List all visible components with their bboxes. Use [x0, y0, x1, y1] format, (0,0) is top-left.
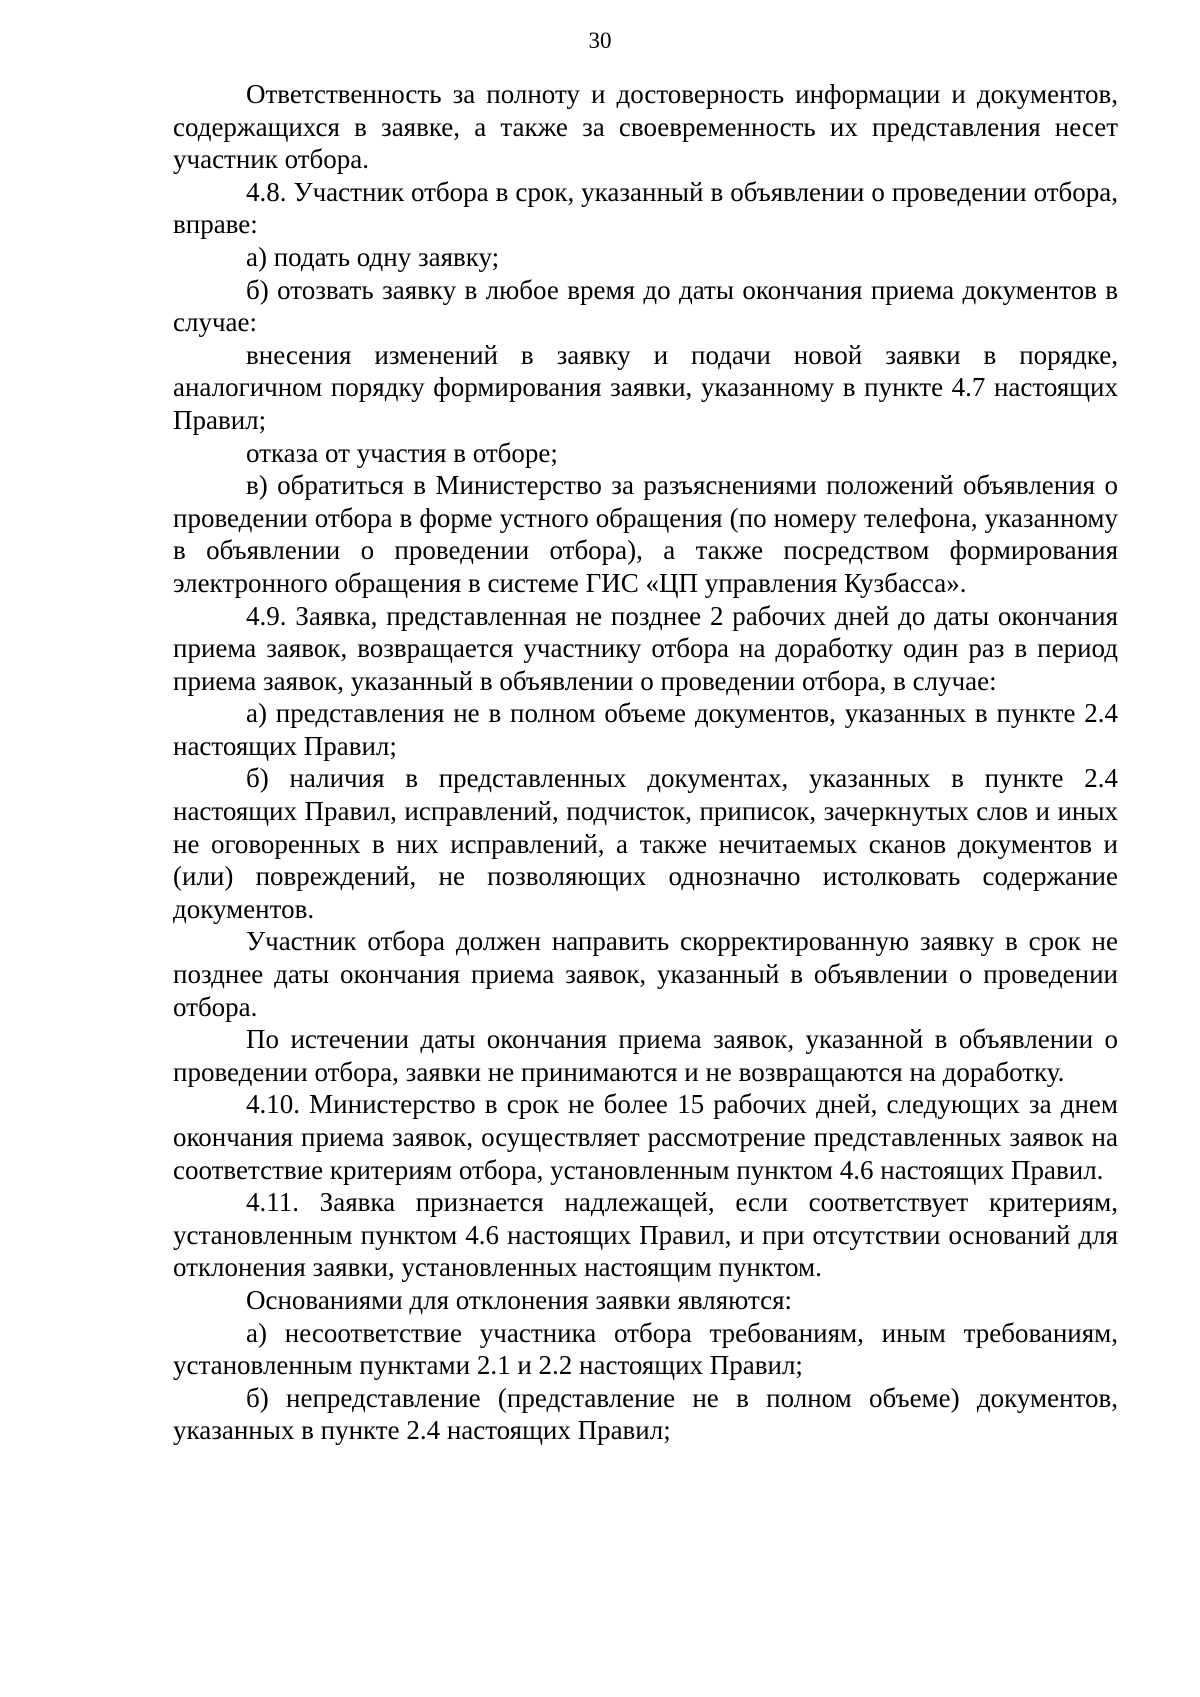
paragraph-responsibility: Ответственность за полноту и достоверность информации и документов, содержащихся в заявке, а также за своевременность их представления несет участник отбора.	[173, 79, 1118, 175]
paragraph-4-11-b: б) непредставление (представление не в полном объеме) документов, указанных в пункте 2.4 настоящих Правил;	[173, 1382, 1118, 1446]
paragraph-4-9-resubmit: Участник отбора должен направить скорректированную заявку в срок не позднее даты окончания приема заявок, указанный в объявлении о проведении отбора.	[173, 926, 1118, 1022]
paragraph-4-8: 4.8. Участник отбора в срок, указанный в объявлении о проведении отбора, вправе:	[173, 176, 1118, 240]
paragraph-4-11: 4.11. Заявка признается надлежащей, если соответствует критериям, установленным пунктом 4.6 настоящих Правил, и при отсутствии оснований для отклонения заявки, установленных настоящим пунктом.	[173, 1187, 1118, 1283]
paragraph-4-11-grounds: Основаниями для отклонения заявки являются:	[246, 1284, 793, 1315]
paragraph-4-9-b: б) наличия в представленных документах, указанных в пункте 2.4 настоящих Правил, исправлений, подчисток, приписок, зачеркнутых слов и иных не оговоренных в них исправлений, а также нечитаемых сканов документов и (или) повреждений, не позволяющих однозначно истолковать содержание документов.	[173, 763, 1118, 924]
paragraph-4-11-a: а) несоответствие участника отбора требованиям, иным требованиям, установленным пунктами 2.1 и 2.2 настоящих Правил;	[173, 1317, 1118, 1381]
paragraph-4-9: 4.9. Заявка, представленная не позднее 2 рабочих дней до даты окончания приема заявок, возвращается участнику отбора на доработку один раз в период приема заявок, указанный в объявлении о проведении отбора, в случае:	[173, 600, 1118, 696]
paragraph-4-10: 4.10. Министерство в срок не более 15 рабочих дней, следующих за днем окончания приема заявок, осуществляет рассмотрение представленных заявок на соответствие критериям отбора, установленным пунктом 4.6 настоящих Правил.	[173, 1089, 1118, 1185]
page-number: 30	[588, 28, 612, 53]
paragraph-4-8-a: а) подать одну заявку;	[246, 241, 500, 272]
paragraph-4-9-a: а) представления не в полном объеме документов, указанных в пункте 2.4 настоящих Правил;	[173, 698, 1118, 761]
paragraph-4-8-v: в) обратиться в Министерство за разъяснениями положений объявления о проведении отбора в форме устного обращения (по номеру телефона, указанному в объявлении о проведении отбора), а также посредством формирования электронного обращения в системе ГИС «ЦП управления Кузбасса».	[173, 470, 1118, 598]
paragraph-4-8-b-refusal: отказа от участия в отборе;	[246, 437, 558, 468]
paragraph-4-8-b-changes: внесения изменений в заявку и подачи новой заявки в порядке, аналогичном порядку формирования заявки, указанному в пункте 4.7 настоящих Правил;	[173, 339, 1118, 435]
paragraph-4-9-deadline: По истечении даты окончания приема заявок, указанной в объявлении о проведении отбора, заявки не принимаются и не возвращаются на доработку.	[173, 1024, 1118, 1087]
document-body	[173, 78, 1118, 1447]
paragraph-4-8-b: б) отозвать заявку в любое время до даты окончания приема документов в случае:	[173, 274, 1118, 338]
